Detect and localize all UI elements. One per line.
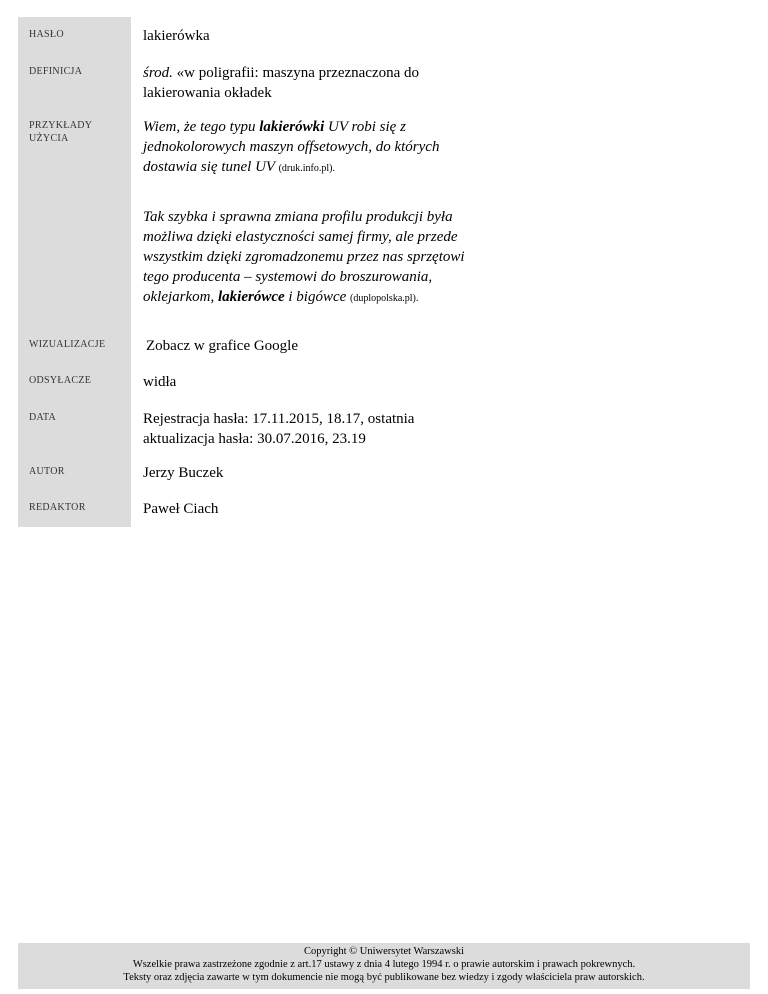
example-1-keyword: lakierówki xyxy=(259,119,325,135)
definicja-text: «w poligrafii: maszyna przeznaczona do lakierowania okładek xyxy=(143,65,420,101)
label-data: DATA xyxy=(29,412,57,423)
label-przyklady-line1: PRZYKŁADY xyxy=(29,120,93,131)
footer-copyright: Copyright © Uniwersytet Warszawski xyxy=(303,946,465,957)
copyright-footer xyxy=(18,943,750,989)
value-definicja xyxy=(143,63,488,103)
label-column xyxy=(18,17,131,527)
data-line2: aktualizacja hasła: 30.07.2016, 23.19 xyxy=(143,431,366,447)
example-2 xyxy=(143,207,483,309)
label-przyklady xyxy=(29,119,92,145)
label-definicja: DEFINICJA xyxy=(29,66,83,77)
example-1-pre: Wiem, że tego typu xyxy=(143,119,260,135)
value-data xyxy=(143,409,503,449)
label-wizualizacje: WIZUALIZACJE xyxy=(29,339,106,350)
label-autor: AUTOR xyxy=(29,466,65,477)
example-1 xyxy=(143,117,448,179)
label-przyklady-line2: UŻYCIA xyxy=(29,133,69,144)
definicja-qualifier: środ. xyxy=(143,65,173,81)
footer-notice: Teksty oraz zdjęcia zawarte w tym dokumencie nie mogą być publikowane bez wiedzy i zgody właściciela praw autorskich. xyxy=(123,972,645,983)
label-haslo: HASŁO xyxy=(29,29,64,40)
data-line1: Rejestracja hasła: 17.11.2015, 18.17, ostatnia xyxy=(143,411,415,427)
value-redaktor: Paweł Ciach xyxy=(143,501,219,517)
example-2-post: i bigówce xyxy=(284,289,351,305)
example-2-pre: Tak szybka i sprawna zmiana profilu produkcji była możliwa dzięki elastyczności samej firmy, ale przede wszystkim dzięki zgromadzonemu przez nas sprzętowi tego producenta – systemowi do broszurowania, oklejarkom, xyxy=(143,209,465,305)
example-1-source: (druk.info.pl). xyxy=(278,163,335,174)
label-redaktor: REDAKTOR xyxy=(29,502,86,513)
value-autor: Jerzy Buczek xyxy=(143,465,224,481)
google-images-link[interactable]: Zobacz w grafice Google xyxy=(146,338,299,354)
value-haslo: lakierówka xyxy=(143,28,210,44)
footer-rights: Wszelkie prawa zastrzeżone zgodnie z art.17 ustawy z dnia 4 lutego 1994 r. o prawie autorskim i prawach pokrewnych. xyxy=(132,959,636,970)
label-odsylacze: ODSYŁACZE xyxy=(29,375,92,386)
cross-reference-link[interactable]: widła xyxy=(143,374,177,390)
example-2-source: (duplopolska.pl). xyxy=(350,293,419,304)
example-2-keyword: lakierówce xyxy=(217,289,285,305)
example-1-post: UV robi się z jednokolorowych maszyn offsetowych, do których dostawia się tunel UV xyxy=(143,119,440,175)
